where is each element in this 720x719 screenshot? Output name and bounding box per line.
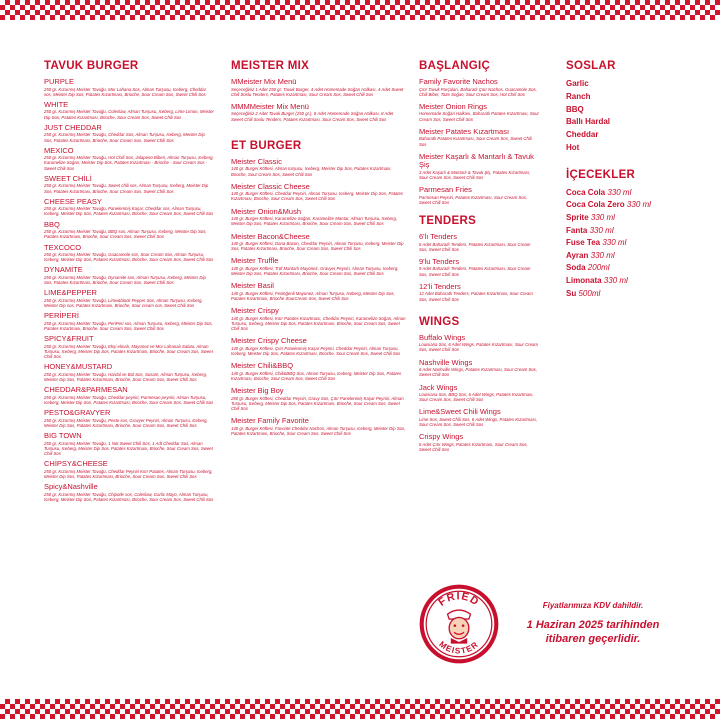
menu-item — [419, 334, 539, 353]
drink-item — [566, 262, 706, 275]
menu-item-description: 250 gr. Kızarmış Meister Tavuğu, Dynamite sos, Alman Turşusu, Iceberg, Meister Dip Sos, Patates Kızartması, Brioche, Sour Cream Sos, Sweet Chili Sos — [44, 274, 206, 286]
menu-item — [419, 103, 539, 122]
menu-item-description: 140 gr. Burger Köftesi, Karamelize Soğan, Karamelize Mantar, Alman Turşusu, Iceberg, Meister Dip Sos, Patates Kızartması, Brioche, Sour Cream Sos, Sweet Chili Sos — [231, 216, 398, 227]
menu-item-description: 140 gr. Burger Köftesi, Dana Bacon, Cheddar Peyniri, Alman Turşusu, Iceberg, Meister Dip Sos, Patates Kızartması, Brioche, Sour Cream Sos, Sweet Chili Sos — [231, 241, 404, 252]
drink-name: Fuse Tea — [566, 238, 601, 248]
menu-item-description: Homemade Soğan Halkası, Baharatlı Patates Kızartması, Sour Cream Sos, Sweet Chili Sos — [419, 111, 539, 122]
drink-item — [566, 212, 706, 225]
checkered-border-top — [0, 0, 720, 20]
menu-item-name: LIME&PEPPER — [44, 288, 97, 298]
drink-size: 330 ml — [626, 200, 651, 210]
menu-item-description: 250 gr. Kızarmış Meister Tavuğu, Pesto sos, Gravyer Peyniri, Alman Turşusu, Iceberg, Meister Dip Sos, Patates Kızartması, Brioche, Sour Cream Sos, Sweet Chili Sos — [44, 417, 208, 428]
menu-item-description: Lime Sos, Sweet Chili Sos, 6 Adet Wings, Patates Kızartması, Sour Cream Sos, Sweet Chili Sos — [419, 416, 538, 428]
menu-item-description: 250 gr. Kızarmış Meister Tavuğu, Lime&black Pepper Sos, Alman Turşusu, Iceberg, Meister Dip sos, Patates Kızartması, Brioche, Sour cream sos, Sweet Chili Sos — [44, 297, 203, 309]
checkered-border-bottom — [0, 699, 720, 719]
menu-item-name: Meister Chili&BBQ — [231, 361, 294, 371]
drink-name: Fanta — [566, 225, 588, 235]
menu-item-name: Crispy Wings — [419, 432, 464, 442]
menu-item-description: 3 Adet Kaşarlı & Mantarlı & Tavuk Şiş, Patates Kızartması, Sour Cream Sos, Sweet Chili Sos — [419, 169, 531, 180]
section-title: İÇECEKLER — [566, 168, 636, 181]
menu-item-name: Meister Family Favorite — [231, 416, 309, 426]
menu-item-name: Meister Onion Rings — [419, 101, 487, 111]
menu-item-name: PESTO&GRAVYER — [44, 408, 111, 418]
drink-name: Coca Cola — [566, 187, 606, 197]
menu-item — [44, 460, 214, 479]
menu-item-description: 6 Adet Nashville Wings, Patates Kızartması, Sour Cream Sos, Sweet Chili Sos — [419, 367, 538, 378]
menu-item-name: WHITE — [44, 99, 69, 109]
menu-item-description: 250 gr. Kızarmış Meister Tavuğu, Guacamole sos, Sour Cream Sos, Alman Turşusu, Iceberg, Meister Dip Sos, Patates Kızartması, Brioche, Sour Cream Sos, Sweet Chili Sos — [44, 252, 214, 263]
menu-item-name: PURPLE — [44, 77, 75, 86]
menu-item-name: Meister Basil — [231, 281, 274, 291]
menu-item — [44, 409, 214, 428]
menu-item-description: 280 gr. Burger Köftesi, Cheddar Peyniri, Gravy Sos, Çıtır Panelenmiş Kaşar Peyniri, Alman Turşusu, Iceberg, Meister Dip Sos, Patates Kızartması, Brioche, Sour Cream Sos, Sweet Chili Sos — [231, 395, 404, 412]
menu-item-description: 250 gr. Kızarmış Meister Tavuğu, Ekşi elmalı, Mayonez ve Mor Lahanalı Salata, Alman Turşusu, Iceberg, Meister Dip Sos, Patates Kızartması, Brioche, Sour Cream Sos, Sweet Chili Sos — [44, 343, 213, 360]
menu-item — [44, 147, 214, 171]
drink-item — [566, 225, 706, 238]
baslangic-section — [419, 60, 539, 458]
menu-item-name: Meister Kaşarlı & Mantarlı & Tavuk Şiş — [419, 151, 534, 170]
menu-item — [231, 417, 406, 436]
menu-item-description: 140 gr. Burger Köftesi, Kıtır Patates Kızartması, Cheddar Peyniri, Karamelize Soğan, Alman Turşusu, Iceberg, Meister Dip Sos, Patates Kızartması, Brioche, Sour Cream Sos, Sweet Chili Sos — [231, 315, 406, 332]
menu-item — [231, 78, 406, 97]
menu-item-description: 250 gr. Kızarmış Meister Tavuğu, Coleslaw, Alman Turşusu, Iceberg, Lime Limon, Meister Dip Sos, Patates Kızartması, Brioche, Sour Cream Sos, Sweet Chili Sos — [44, 109, 214, 120]
menu-item-name: CHİPSY&CHEESE — [44, 459, 108, 469]
menu-item — [419, 359, 539, 378]
menu-item — [231, 387, 406, 411]
menu-item-name: Jack Wings — [419, 382, 458, 392]
menu-item-description: 250 gr. Kızarmış Meister Tavuğu, Cheddar Sos, Alman Turşusu, Iceberg, Meister Dip Sos, Patates Kızartması, Brioche, Sour Cream Sos, Sweet Chili Sos — [44, 132, 205, 143]
menu-item-name: BIG TOWN — [44, 431, 82, 440]
menu-item — [44, 386, 214, 405]
sauce-item: Ballı Hardal — [566, 117, 611, 127]
menu-item — [44, 78, 214, 97]
menu-item-name: CHEESE PEASY — [44, 196, 102, 206]
menu-item-description: 250 gr. Kızarmış Meister Tavuğu, Chipotle sos, Coleslaw, Garlic Mayo, Alman Turşusu, Iceberg, Meister Dip Sos, Patates Kızartması, Brioche, Sour Cream Sos, Sweet Chili Sos — [44, 491, 214, 502]
drink-list — [566, 187, 706, 300]
menu-item-name: Meister Big Boy — [231, 386, 284, 396]
menu-item-description: 250 gr. Kızarmış Meister Tavuğu, Mor Lahana Sos, Alman Turşusu, Iceberg, Cheddar sos, Meister Dip Sos, Patates Kızartması, Brioche, Sour Cream Sos, Sweet Chili Sos — [44, 86, 207, 97]
menu-item-name: Family Favorite Nachos — [419, 77, 498, 86]
logo-text-top: FRIED — [436, 590, 482, 609]
menu-item-description: 250 gr. Kızarmış Meister Tavuğu, Hardal ve Bal Sos, Susam, Alman Turşusu, Iceberg, Meister Dip Sos, Patates Kızartması, Brioche, Sour Cream Sos, Sweet Chili Sos — [44, 371, 208, 382]
section-title: TENDERS — [419, 215, 477, 228]
section-title: WINGS — [419, 315, 460, 328]
drink-size: 330 ml — [607, 187, 632, 197]
sauce-item: Ranch — [566, 91, 591, 101]
menu-item-description: 140 gr. Burger Köftesi, Cheddar Peyniri, Alman Turşusu, Iceberg, Meister Dip Sos, Patates Kızartması, Brioche, Sour Cream Sos, Sweet Chili Sos — [231, 191, 404, 202]
menu-item — [44, 221, 214, 240]
drink-item — [566, 187, 706, 200]
menu-item — [419, 233, 539, 252]
menu-item — [419, 408, 539, 427]
price-notice — [508, 600, 678, 646]
menu-item-description: 140 gr. Burger Köftesi, Trüf Mantarlı Mayonez, Gravyer Peyniri, Alman Turşusu, Iceberg, Meister Dip Sos, Patates Kızartması, Brioche, Sour Cream Sos, Sweet Chili Sos — [231, 265, 399, 277]
menu-item-description: 140 gr. Burger Köftesi, Chili&BBQ Sos, Alman Turşusu, Iceberg, Meister Dip Sos, Patates Kızartması, Brioche, Sour Cream Sos, Sweet Chili Sos — [231, 370, 402, 381]
menu-item-description: 250 gr. Kızarmış Meister Tavuğu, Cheddar Peyniri Kıtır Patates, Alman Turşusu, Iceberg, Meister Dip Sos, Patates Kızartması, Brioche, Sour Cream Sos, Sweet Chili Sos — [44, 468, 213, 479]
menu-item-name: MEXICO — [44, 145, 74, 155]
logo-text-bottom: MEISTER — [437, 639, 481, 656]
menu-item-description: 250 gr. Kızarmış Meister Tavuğu, Cheddar peyniri, Parmesan peyniri, Alman Turşusu, Iceberg, Meister Dip Sos, Patates Kızartması, Brioche, Sour Cream Sos, Sweet Chili Sos — [44, 394, 214, 405]
drink-item — [566, 250, 706, 263]
menu-item — [44, 266, 214, 285]
section-title: TAVUK BURGER — [44, 60, 139, 72]
menu-item — [419, 384, 539, 403]
drink-name: Sprite — [566, 212, 589, 222]
menu-item-name: Buffalo Wings — [419, 332, 466, 342]
menu-item-description: Seçeceğiniz 1 Adet 250 gr. Tavuk Burger, 4 Adet Homemade Soğan Halkası, 4 Adet Sweet Chili Soslu Tenders, Patates Kızartması, Sour Cream Sos, Sweet Chili Sos — [231, 86, 404, 97]
menu-item-description: Parmesan Peyniri, Patates Kızartması, Sour Cream Sos, Sweet Chili Sos — [419, 194, 527, 205]
menu-list — [419, 78, 539, 205]
menu-item-name: JUST CHEDDAR — [44, 122, 102, 132]
sauce-item: Garlic — [566, 79, 589, 88]
menu-item-name: SWEET CHİLİ — [44, 173, 92, 183]
menu-item-name: Meister Bacon&Cheese — [231, 231, 310, 241]
drink-name: Coca Cola Zero — [566, 200, 625, 210]
menu-item-name: TEXCOCO — [44, 242, 82, 252]
menu-item-description: 140 gr. Burger Köftesi, Çıtır Panelenmiş Kaşar Peyniri, Cheddar Peyniri, Alman Turşusu, Iceberg, Meister Dip Sos, Patates Kızartması, Brioche, Sour Cream Sos, Sweet Chili Sos — [231, 345, 401, 357]
menu-item-description: Baharatlı Patates Kızartması, Sour Cream Sos, Sweet Chili Sos — [419, 136, 532, 147]
menu-item-name: CHEDDAR&PARMESAN — [44, 385, 128, 395]
menu-item — [44, 124, 214, 143]
menu-item-description: 250 gr. Kızarmış Meister Tavuğu, Sweet chili sos, Alman Turşusu, Iceberg, Meister Dip Sos, Patates Kızartması, Brioche, Sour Cream Sos, Sweet Chili Sos — [44, 183, 209, 194]
menu-item — [44, 289, 214, 308]
menu-item — [44, 335, 214, 359]
menu-item-name: DYNAMİTE — [44, 265, 83, 275]
menu-item-description: 12 Adet Baharatlı Tenders, Patates Kızartması, Sour Cream Sos, Sweet Chili Sos — [419, 291, 533, 302]
menu-item-name: Lime&Sweet Chili Wings — [419, 407, 501, 417]
menu-list — [231, 78, 406, 122]
menu-item-name: MMeister Mix Menü — [231, 77, 297, 86]
menu-item — [231, 103, 406, 122]
menu-item-name: HONEY&MUSTARD — [44, 362, 113, 372]
menu-item-description: 6 Adet Baharatlı Tenders, Patates Kızartması, Sour Cream Sos, Sweet Chili Sos — [419, 241, 531, 252]
soslar-section — [566, 60, 706, 300]
vat-notice: Fiyatlarımıza KDV dahildir. — [542, 601, 644, 610]
menu-item-name: Meister Patates Kızartması — [419, 126, 510, 136]
menu-item-name: 6'lı Tenders — [419, 232, 457, 242]
fried-meister-logo — [418, 583, 500, 665]
menu-item-description: 250 gr. Kızarmış Meister Tavuğu, 1 Not Sweet Chili Sos, 1 Adt Cheddar Sos, Alman Turşusu, Iceberg, Meister Dip Sos, Patates Kızartması, Brioche, Sour Cream Sos, Sweet Chili Sos — [44, 440, 213, 456]
menu-item-description: 140 gr. Burger Köftesi, Alman turşusu, Iceberg, Meister Dip Sos, Patates Kızartması, Brioche, Sour Cream Sos, Sweet Chili Sos — [231, 166, 392, 177]
section-title: SOSLAR — [566, 60, 616, 72]
menu-item-name: Spicy&Nashville — [44, 482, 98, 492]
menu-list — [419, 334, 539, 453]
menu-item — [419, 128, 539, 147]
sauce-item: Cheddar — [566, 130, 599, 140]
menu-item-name: 9'lu Tenders — [419, 256, 460, 266]
menu-item-name: Meister Classic — [231, 156, 282, 166]
menu-item-name: Parmesan Fries — [419, 185, 472, 195]
menu-item-name: Nashville Wings — [419, 357, 473, 367]
menu-item — [231, 233, 406, 252]
menu-list — [231, 158, 406, 436]
menu-item-name: MMMMeister Mix Menü — [231, 101, 309, 111]
chef-face-icon — [448, 610, 471, 644]
menu-item — [419, 283, 539, 302]
menu-item — [419, 258, 539, 277]
sauce-item: Hot — [566, 142, 580, 152]
sauce-item: BBQ — [566, 104, 584, 114]
menu-list — [419, 233, 539, 302]
menu-item — [231, 183, 406, 202]
menu-item-description: 9 Adet Baharatlı Tenders, Patates Kızartması, Sour Cream Sos, Sweet Chili Sos — [419, 266, 531, 277]
section-title: ET BURGER — [231, 139, 302, 152]
drink-name: Ayran — [566, 250, 589, 260]
menu-item-name: Meister Crispy Cheese — [231, 336, 307, 346]
menu-item-description: Louisiana Sos, 6 Adet Wings, Patates Kızartması, Sour Cream Sos, Sweet Chili Sos — [419, 342, 538, 353]
menu-item-description: 250 gr. Kızarmış Meister Tavuğu, Panelenmiş Kaşar, Cheddar sos, Alman Turşusu, Iceberg, Meister Dip Sos, Patates Kızartması, Brioche, Sour Cream Sos, Sweet Chili Sos — [44, 206, 214, 217]
sauce-list — [566, 78, 706, 155]
menu-item-description: 250 gr. Kızarmış Meister Tavuğu, Hot Chili Sos, Jalapeno Biberi, Alman Turşusu, Iceberg, Karamelize Soğan, Meister Dip Sos, Patates Kızartması - Brioche - Sour Cream Sos - Sweet Chili Sos — [44, 155, 214, 171]
drink-item — [566, 288, 706, 301]
menu-item — [419, 186, 539, 205]
menu-item-description: 6 Adet Çıtır Wings, Patates Kızartması, Sour Cream Sos, Sweet Chili Sos — [419, 441, 528, 453]
menu-item — [44, 244, 214, 263]
menu-item-name: BBQ — [44, 219, 60, 229]
menu-item — [231, 337, 406, 356]
menu-item-description: 140 gr. Burger Köftesi, Fesleğenli Mayonez, Alman Turşusu, Iceberg, Meister Dip Sos, Patates Kızartması, Brioche SourCream Sos, Sweet Chili Sos — [231, 290, 395, 302]
menu-item-description: Seçeceğiniz 2 Adet Tavuk Burger (250 gr.), 8 Adet Homemade Soğan Halkası, 8 Adet Sweet Chili Soslu Tenders, Patates Kızartması, Sour Cream Sos, Sweet Chili Sos — [231, 111, 394, 122]
menu-item-name: PERİPERİ — [44, 311, 80, 321]
drink-name: Limonata — [566, 275, 602, 285]
drink-size: 200ml — [587, 263, 610, 273]
menu-item — [44, 198, 214, 217]
menu-item — [44, 101, 214, 120]
menu-item — [44, 312, 214, 331]
menu-item-name: SPICY&FRUIT — [44, 334, 94, 344]
meister-mix-section — [231, 60, 406, 442]
drink-name: Soda — [566, 263, 586, 273]
menu-item-name: Meister Crispy — [231, 306, 279, 316]
menu-item — [44, 483, 214, 502]
menu-item — [231, 362, 406, 381]
menu-item-name: Meister Truffle — [231, 256, 279, 266]
drink-size: 330 ml — [590, 250, 615, 260]
menu-item — [419, 433, 539, 452]
menu-item — [419, 78, 539, 97]
drink-size: 500ml — [578, 288, 601, 298]
drink-item — [566, 199, 706, 212]
menu-item-name: Meister Classic Cheese — [231, 181, 310, 191]
menu-item-description: Louisiana Sos, BBQ Sos, 6 Adet Wings, Patates Kızartması, Sour Cream Sos, Sweet Chili Sos — [419, 392, 534, 403]
drink-item — [566, 275, 706, 288]
menu-item — [231, 307, 406, 331]
tavuk-burger-section — [44, 60, 214, 506]
menu-item — [231, 208, 406, 227]
drink-item — [566, 237, 706, 250]
menu-item — [231, 158, 406, 177]
validity-notice: 1 Haziran 2025 tarihinden itibaren geçerlidir. — [526, 619, 660, 645]
menu-item — [419, 153, 539, 180]
drink-size: 330 ml — [602, 238, 627, 248]
menu-item-description: 250 gr. Kızarmış Meister Tavuğu, PeriPeri sos, Alman Turşusu, Iceberg, Meister Dip Sos, Patates Kızartması, Brioche, Sour Cream Sos, Sweet Chili Sos — [44, 320, 213, 331]
menu-item-description: 140 gr. Burger Köftesi, Favorite Cheddar Nachos, Alman Turşusu, Iceberg, Meister Dip Sos, Patates Kızartması, Brioche, Sour Cream Sos, Sweet Chili Sos — [231, 425, 406, 436]
drink-name: Su — [566, 288, 577, 298]
menu-list — [44, 78, 214, 502]
menu-item-description: 250 gr. Kızarmış Meister Tavuğu, BBQ sos, Alman Turşusu, Iceberg, Meister Dip Sos, Patates Kızartması, Brioche, Sour Cream Sos, Sweet Chili Sos — [44, 229, 207, 240]
section-title: BAŞLANGIÇ — [419, 60, 491, 72]
menu-item — [44, 175, 214, 194]
menu-item-name: 12'li Tenders — [419, 281, 461, 291]
drink-size: 330 ml — [603, 275, 628, 285]
menu-item-description: Çıtır Tavuk Parçaları, Baharatlı Çıtır Nachos, Guacamole Sos, Chili Biber, Taze Soğan, Sour Cream Sos, Hot Chili Sos — [419, 86, 537, 97]
drink-size: 330 ml — [589, 225, 614, 235]
menu-item — [231, 282, 406, 301]
menu-item — [44, 363, 214, 382]
menu-item-name: Meister Onion&Mush — [231, 206, 302, 216]
menu-item — [231, 257, 406, 276]
drink-size: 330 ml — [590, 212, 615, 222]
section-title: MEISTER MIX — [231, 60, 310, 72]
menu-item — [44, 432, 214, 456]
